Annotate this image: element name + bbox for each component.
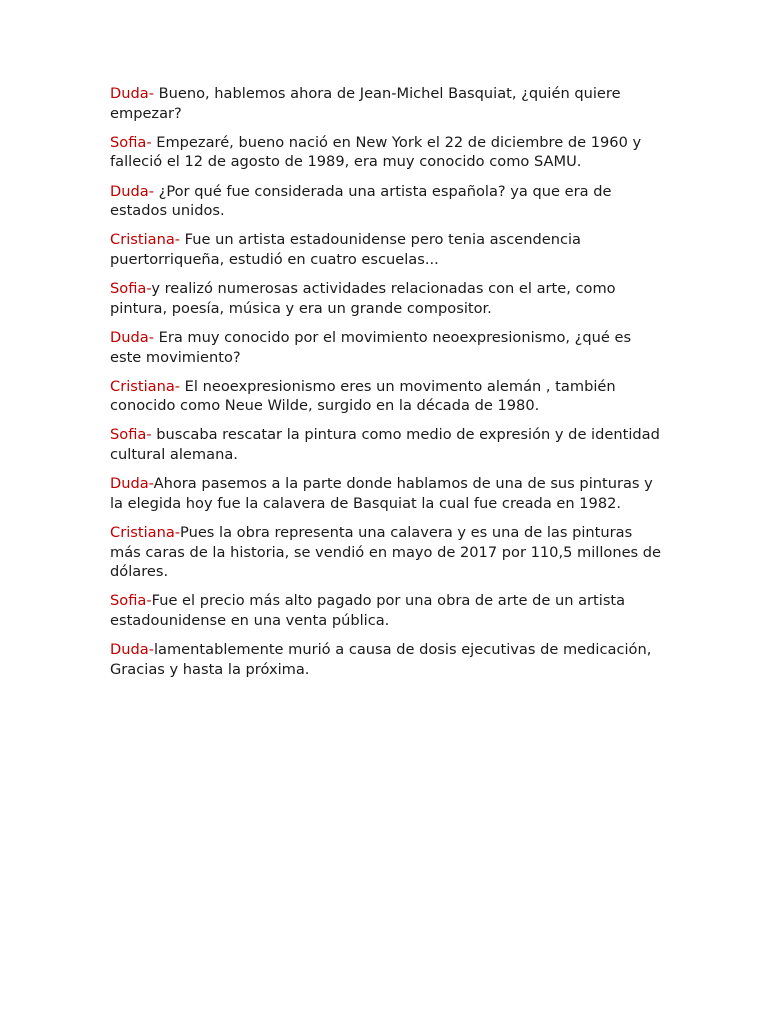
dialogue-text: buscaba rescatar la pintura como medio de expresión y de identidad cultural alemana. (110, 426, 660, 464)
speaker-name: Duda- (110, 641, 154, 659)
dialogue-text: y realizó numerosas actividades relacionadas con el arte, como pintura, poesía, música y era un grande compositor. (110, 280, 616, 317)
dialogue-text: Pues la obra representa una calavera y es una de las pinturas más caras de la historia, se vendió en mayo de 2017 por 110,5 millones de dólares. (110, 524, 662, 581)
dialogue-text: El neoexpresionismo eres un movimento alemán , también conocido como Neue Wilde, surgido en la década de 1980. (110, 377, 616, 415)
dialogue-text: Fue un artista estadounidense pero tenia ascendencia puertorriqueña, estudió en cuatro escuelas... (110, 231, 581, 268)
dialogue-paragraph (110, 377, 662, 416)
dialogue-paragraph (110, 328, 662, 367)
dialogue-paragraph (110, 279, 662, 318)
speaker-name: Sofia- (110, 280, 152, 298)
speaker-name: Duda- (110, 182, 154, 200)
dialogue-paragraph (110, 474, 662, 513)
dialogue-text: lamentablemente murió a causa de dosis ejecutivas de medicación, Gracias y hasta la próxima. (110, 641, 652, 678)
dialogue-paragraph (110, 230, 662, 269)
speaker-name: Sofia- (110, 133, 152, 151)
document-page (110, 84, 662, 689)
speaker-name: Cristiana- (110, 377, 181, 395)
dialogue-text: Era muy conocido por el movimiento neoexpresionismo, ¿qué es este movimiento? (110, 328, 632, 366)
dialogue-paragraph (110, 640, 662, 679)
speaker-name: Sofia- (110, 592, 152, 610)
speaker-name: Sofia- (110, 426, 152, 444)
speaker-name: Duda- (110, 475, 154, 493)
dialogue-paragraph (110, 182, 662, 221)
dialogue-paragraph (110, 84, 662, 123)
speaker-name: Cristiana- (110, 524, 181, 542)
dialogue-paragraph (110, 133, 662, 172)
speaker-name: Cristiana- (110, 231, 181, 249)
dialogue-text: Fue el precio más alto pagado por una obra de arte de un artista estadounidense en una venta pública. (110, 592, 626, 629)
dialogue-paragraph (110, 591, 662, 630)
speaker-name: Duda- (110, 328, 154, 346)
dialogue-text: Bueno, hablemos ahora de Jean-Michel Basquiat, ¿quién quiere empezar? (110, 85, 621, 122)
dialogue-text: ¿Por qué fue considerada una artista española? ya que era de estados unidos. (110, 182, 612, 220)
dialogue-paragraph (110, 523, 662, 582)
dialogue-paragraph (110, 425, 662, 464)
dialogue-text: Ahora pasemos a la parte donde hablamos de una de sus pinturas y la elegida hoy fue la calavera de Basquiat la cual fue creada en 1982. (110, 475, 653, 512)
dialogue-text: Empezaré, bueno nació en New York el 22 de diciembre de 1960 y falleció el 12 de agosto de 1989, era muy conocido como SAMU. (110, 133, 642, 171)
speaker-name: Duda- (110, 85, 154, 102)
